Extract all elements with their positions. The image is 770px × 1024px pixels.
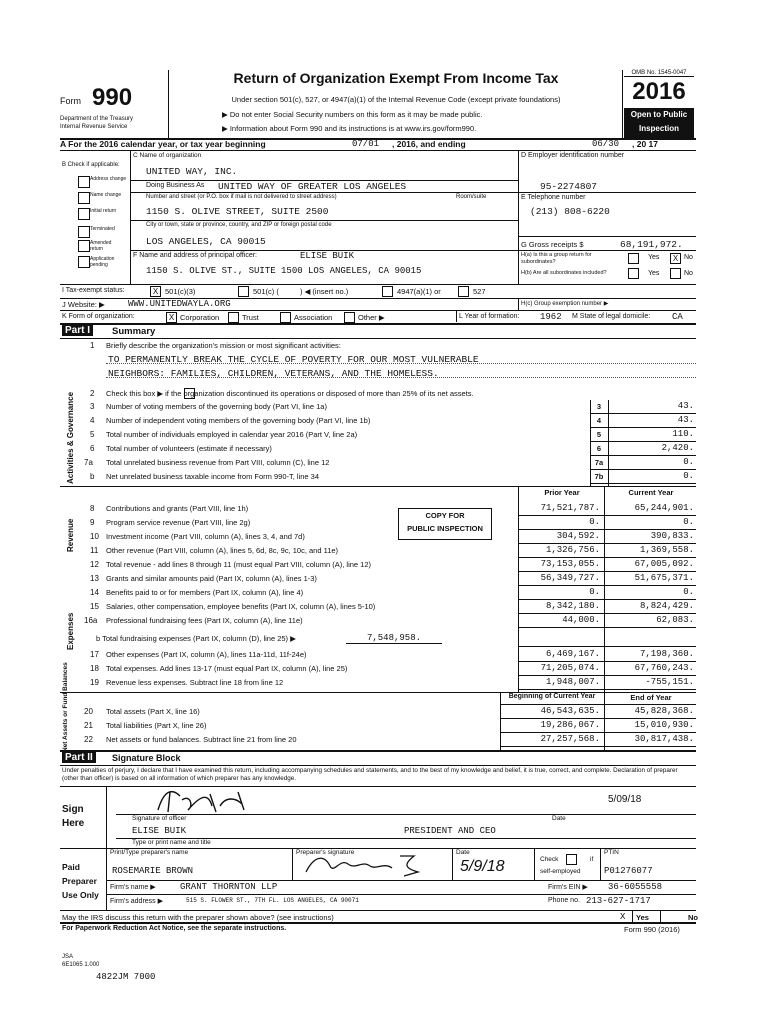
gov-line-num: 5	[90, 430, 95, 439]
rev-current-value[interactable]: 62,083.	[656, 615, 694, 625]
net-top-rule	[500, 704, 696, 705]
net-eoy-value[interactable]: 30,817,438.	[634, 734, 694, 744]
g-label: G Gross receipts $	[521, 240, 584, 249]
line-k-label: K Form of organization:	[62, 313, 135, 320]
prior-year-header: Prior Year	[544, 488, 580, 497]
info-notice: ▶ Information about Form 990 and its instructions is at www.irs.gov/form990.	[222, 124, 477, 133]
part-2-title: Signature Block	[112, 753, 181, 763]
paid-label: Paid	[62, 862, 80, 872]
side-expenses: Expenses	[66, 612, 75, 650]
prep-date-label: Date	[456, 849, 470, 856]
here-label: Here	[62, 818, 85, 829]
state-domicile[interactable]: CA	[672, 312, 683, 322]
boy-header: Beginning of Current Year	[508, 693, 596, 700]
rev-current-value[interactable]: 51,675,371.	[634, 573, 694, 583]
line-1-label: Briefly describe the organization's mission or most significant activities:	[106, 341, 341, 350]
type-name-label: Type or print name and title	[132, 839, 211, 846]
exp-top-rule	[518, 646, 696, 647]
association-checkbox[interactable]	[280, 312, 291, 323]
net-boy-value[interactable]: 19,286,067.	[540, 720, 600, 730]
e-label: E Telephone number	[521, 194, 586, 201]
stamp-line-2: PUBLIC INSPECTION	[407, 524, 483, 533]
gov-line-box: 5	[596, 430, 602, 439]
net-line-num: 22	[84, 735, 93, 744]
penalty-statement: Under penalties of perjury, I declare that I have examined this return, including accompanying schedules and statements, and to the best of my knowledge and belief, it is true, correct, and complete. Declaration of preparer (other than officer) is based on all information of which preparer has any knowledge.	[62, 767, 678, 782]
rev-line-label: Investment income (Part VIII, column (A), lines 3, 4, and 7d)	[106, 532, 305, 541]
b-checkbox-6[interactable]	[78, 256, 90, 268]
dba-value[interactable]: UNITED WAY OF GREATER LOS ANGELES	[218, 181, 407, 192]
hb-no: No	[684, 270, 693, 277]
trust-checkbox[interactable]	[228, 312, 239, 323]
exp-row-rule	[518, 661, 696, 662]
rev-line-num: 9	[90, 518, 95, 527]
city-value[interactable]: LOS ANGELES, CA 90015	[146, 236, 266, 247]
gov-line-value[interactable]: 0.	[683, 457, 694, 467]
self-employed-label: self-employed	[540, 868, 581, 875]
other-label: Other ▶	[358, 313, 385, 322]
gov-line-label: Number of voting members of the governing body (Part VI, line 1a)	[106, 402, 327, 411]
gov-line-label: Net unrelated business taxable income from Form 990-T, line 34	[106, 472, 320, 481]
rev-line-label: Grants and similar amounts paid (Part IX, column (A), lines 1-3)	[106, 574, 317, 583]
f-officer-name[interactable]: ELISE BUIK	[300, 251, 355, 261]
gov-line-label: Total unrelated business revenue from Part VIII, column (C), line 12	[106, 458, 330, 467]
form-word: Form	[60, 96, 81, 106]
firm-phone[interactable]: 213-627-1717	[586, 896, 651, 906]
preparer-date[interactable]: 5/9/18	[460, 858, 505, 875]
b-check-terminated: Terminated	[90, 226, 115, 232]
discuss-question: May the IRS discuss this return with the preparer shown above? (see instructions)	[62, 913, 334, 922]
website-value[interactable]: WWW.UNITEDWAYLA.ORG	[128, 299, 231, 309]
corporation-checkbox[interactable]: X	[166, 312, 177, 323]
dba-label: Doing Business As	[146, 182, 205, 189]
dept-label: Department of the Treasury	[60, 116, 134, 122]
association-label: Association	[294, 313, 333, 322]
exp-prior-value[interactable]: 1,948,007.	[545, 677, 600, 687]
form-number: 990	[92, 84, 133, 111]
form-title: Return of Organization Exempt From Income Tax	[233, 70, 559, 86]
net-eoy-value[interactable]: 45,828,368.	[634, 706, 694, 716]
line-2-num: 2	[90, 389, 95, 398]
exp-line-label: Total expenses. Add lines 13-17 (must equal Part IX, column (A), line 25)	[106, 664, 348, 673]
rev-line-num: 10	[90, 532, 99, 541]
exp-line-num: 17	[90, 650, 99, 659]
stamp-line-1: COPY FOR	[425, 511, 465, 520]
line-a-end[interactable]: 06/30	[592, 139, 620, 149]
b-checkbox-2[interactable]	[78, 192, 90, 204]
line-2-label: Check this box ▶ if the organization discontinued its operations or disposed of more than 25% of its net assets.	[106, 389, 474, 398]
discuss-yes-mark[interactable]: X	[620, 912, 626, 922]
check-label: Check	[540, 856, 559, 863]
gov-row-rule	[590, 469, 696, 470]
sig-label: Signature of officer	[132, 815, 187, 822]
sign-label: Sign	[62, 804, 84, 815]
4947-label: 4947(a)(1) or	[397, 287, 441, 296]
gov-value-border	[608, 400, 609, 486]
rev-current-value[interactable]: 390,833.	[650, 531, 694, 541]
firm-address-label: Firm's address ▶	[110, 898, 164, 905]
rev-prior-value[interactable]: 304,592.	[556, 531, 600, 541]
501c-insert: ) ◀ (insert no.)	[300, 287, 349, 296]
rev-prior-value[interactable]: 71,521,787.	[540, 503, 600, 513]
ha-no-box[interactable]: X	[670, 253, 681, 264]
gov-line-label: Number of independent voting members of the governing body (Part VI, line 1b)	[106, 416, 371, 425]
firm-ein-label: Firm's EIN ▶	[548, 884, 588, 891]
line-j-label: J Website: ▶	[62, 300, 105, 309]
self-employed-checkbox[interactable]	[566, 854, 577, 865]
rev-prior-value[interactable]: 56,349,727.	[540, 573, 600, 583]
501c-checkbox[interactable]	[238, 286, 249, 297]
rev-line-label: Other revenue (Part VIII, column (A), lines 5, 6d, 8c, 9c, 10c, and 11e)	[106, 546, 339, 555]
line-m-label: M State of legal domicile:	[572, 313, 651, 320]
open-line-2: Inspection	[638, 124, 679, 133]
firm-name-label: Firm's name ▶	[110, 884, 156, 891]
gov-line-num: 4	[90, 416, 95, 425]
exp-prior-value[interactable]: 6,469,167.	[545, 649, 600, 659]
preparer-name[interactable]: ROSEMARIE BROWN	[112, 866, 194, 876]
rev-prior-value[interactable]: 8,342,180.	[545, 601, 600, 611]
rev-line-label: Professional fundraising fees (Part IX, column (A), line 11e)	[106, 616, 303, 625]
part-1-title: Summary	[112, 326, 156, 337]
net-boy-value[interactable]: 27,257,568.	[540, 734, 600, 744]
b-checkbox-5[interactable]	[78, 240, 90, 252]
gross-receipts[interactable]: 68,191,972.	[620, 239, 683, 250]
hb-no-box[interactable]	[670, 268, 681, 279]
exp-current-value[interactable]: -755,151.	[645, 677, 694, 687]
gov-line-num: b	[90, 472, 95, 481]
discuss-no: No	[688, 913, 698, 922]
side-revenue: Revenue	[66, 518, 75, 552]
corporation-label: Corporation	[180, 313, 220, 322]
ha-no: No	[684, 254, 693, 261]
b-check-pending: Application pending	[90, 256, 115, 268]
rev-line-label: Benefits paid to or for members (Part IX, column (A), line 4)	[106, 588, 304, 597]
omb-number: OMB No. 1545-0047	[624, 70, 694, 77]
gov-row-rule	[590, 455, 696, 456]
line-a-end-year: , 20 17	[632, 139, 658, 149]
gov-line-box: 4	[596, 416, 602, 425]
rev-prior-value[interactable]: 0.	[589, 517, 600, 527]
exp-line-num: 18	[90, 664, 99, 673]
discuss-yes: Yes	[636, 913, 649, 922]
rev-current-value[interactable]: 0.	[683, 587, 694, 597]
rev-line-num: 11	[90, 546, 99, 555]
rev-current-value[interactable]: 67,005,092.	[634, 559, 694, 569]
gov-line-box: 7b	[594, 472, 604, 481]
net-line-label: Total assets (Part X, line 16)	[106, 707, 200, 716]
exp-current-value[interactable]: 67,760,243.	[634, 663, 694, 673]
f-label: F Name and address of principal officer:	[133, 252, 257, 259]
net-boy-value[interactable]: 46,543,635.	[540, 706, 600, 716]
rev-row-rule	[518, 557, 696, 558]
net-line-num: 21	[84, 721, 93, 730]
501c3-checkbox[interactable]: X	[150, 286, 161, 297]
rev-prior-value[interactable]: 0.	[589, 587, 600, 597]
other-checkbox[interactable]	[344, 312, 355, 323]
side-net-assets: Net Assets or Fund Balances	[62, 662, 69, 752]
open-to-public	[624, 108, 694, 138]
gov-line-value[interactable]: 43.	[677, 415, 694, 425]
street-label: Number and street (or P.O. box if mail is not delivered to street address)	[146, 194, 337, 200]
room-label: Room/suite	[456, 194, 487, 200]
mission-line-1[interactable]: TO PERMANENTLY BREAK THE CYCLE OF POVERTY FOR OUR MOST VULNERABLE	[108, 354, 479, 365]
rev-line-num: 8	[90, 504, 95, 513]
501c3-label: 501(c)(3)	[165, 287, 196, 296]
gov-line-num: 6	[90, 444, 95, 453]
rev-line-num: 16a	[84, 616, 98, 625]
batch-code: 4822JM 7000	[96, 972, 156, 982]
rev-row-rule	[518, 627, 696, 628]
irs-label: Internal Revenue Service	[60, 124, 128, 130]
c-label: C Name of organization	[133, 152, 202, 159]
open-line-1: Open to Public	[630, 110, 688, 119]
line-16b-value[interactable]: 7,548,958.	[346, 633, 442, 644]
rev-row-rule	[518, 585, 696, 586]
rev-row-rule	[518, 515, 696, 516]
ha-label: H(a) Is this a group return for subordinates?	[521, 252, 592, 265]
date-label: Date	[552, 815, 566, 822]
hb-yes-box[interactable]	[628, 268, 639, 279]
line-i-label: I Tax-exempt status:	[62, 287, 125, 294]
b-checkbox-4[interactable]	[78, 226, 90, 238]
rev-prior-value[interactable]: 44,000.	[562, 615, 600, 625]
b-checkbox-3[interactable]	[78, 208, 90, 220]
rev-line-label: Total revenue - add lines 8 through 11 (must equal Part VIII, column (A), line 12)	[106, 560, 371, 569]
net-row-rule	[500, 718, 696, 719]
hb-yes: Yes	[648, 270, 660, 277]
year-of-formation[interactable]: 1962	[540, 312, 562, 322]
gov-row-rule	[590, 427, 696, 428]
rev-row-rule	[518, 599, 696, 600]
gov-line-label: Total number of volunteers (estimate if necessary)	[106, 444, 272, 453]
rev-row-rule	[518, 571, 696, 572]
gov-line-value[interactable]: 43.	[677, 401, 694, 411]
rev-current-value[interactable]: 0.	[683, 517, 694, 527]
org-name[interactable]: UNITED WAY, INC.	[146, 166, 238, 177]
side-activities-governance: Activities & Governance	[66, 391, 75, 484]
gov-line-box: 3	[596, 402, 602, 411]
eoy-header: End of Year	[630, 693, 672, 702]
rev-prior-value[interactable]: 1,326,756.	[545, 545, 600, 555]
form-reference: Form 990 (2016)	[624, 925, 680, 934]
ptin-value[interactable]: P01276077	[604, 866, 653, 876]
officer-signature[interactable]	[150, 786, 260, 816]
527-label: 527	[473, 287, 486, 296]
rev-current-value[interactable]: 8,824,429.	[639, 601, 694, 611]
prep-sig-label: Preparer's signature	[296, 849, 355, 856]
gov-line-value[interactable]: 2,420.	[661, 443, 694, 453]
gov-line-box: 7a	[594, 458, 604, 467]
ein-value[interactable]: 95-2274807	[540, 181, 598, 192]
exp-line-num: 19	[90, 678, 99, 687]
preparer-label: Preparer	[62, 876, 97, 886]
b-check-amended: Amended return	[90, 240, 112, 252]
b-check-address: Address change	[90, 176, 127, 182]
line-1-num: 1	[90, 341, 95, 350]
gov-line-label: Total number of individuals employed in calendar year 2016 (Part V, line 2a)	[106, 430, 358, 439]
exp-prior-value[interactable]: 71,205,074.	[540, 663, 600, 673]
exp-line-label: Revenue less expenses. Subtract line 18 from line 12	[106, 678, 284, 687]
phone-value[interactable]: (213) 808-6220	[530, 206, 610, 217]
part-1-tag: Part I	[62, 325, 93, 336]
b-checkbox-1[interactable]	[78, 176, 90, 188]
copy-for-public-inspection-stamp	[398, 508, 492, 540]
exp-row-rule	[518, 689, 696, 690]
ssn-notice: ▶ Do not enter Social Security numbers on this form as it may be made public.	[222, 110, 483, 119]
firm-name[interactable]: GRANT THORNTON LLP	[180, 882, 278, 892]
net-line-label: Net assets or fund balances. Subtract line 21 from line 20	[106, 735, 297, 744]
part-2-tag: Part II	[62, 752, 96, 763]
city-label: City or town, state or province, country, and ZIP or foreign postal code	[146, 222, 332, 228]
net-row-rule	[500, 746, 696, 747]
if-label: if	[590, 856, 594, 863]
line-a-begin[interactable]: 07/01	[352, 139, 380, 149]
gov-box-border	[590, 400, 591, 486]
ha-yes: Yes	[648, 254, 660, 261]
rev-row-rule	[518, 543, 696, 544]
net-line-label: Total liabilities (Part X, line 26)	[106, 721, 207, 730]
form-subtitle: Under section 501(c), 527, or 4947(a)(1) of the Internal Revenue Code (except private foundations)	[231, 95, 561, 104]
rev-row-rule	[518, 613, 696, 614]
line-2-checkbox[interactable]	[184, 388, 195, 399]
current-year-header: Current Year	[628, 488, 674, 497]
trust-label: Trust	[242, 313, 259, 322]
527-checkbox[interactable]	[458, 286, 469, 297]
rev-line-num: 13	[90, 574, 99, 583]
gov-line-num: 7a	[84, 458, 93, 467]
d-label: D Employer identification number	[521, 152, 625, 159]
rev-prior-value[interactable]: 73,153,055.	[540, 559, 600, 569]
jsa-number: 6E1065 1.000	[62, 962, 100, 968]
tax-year: 2016	[632, 78, 686, 105]
use-only-label: Use Only	[62, 890, 99, 900]
street-value[interactable]: 1150 S. OLIVE STREET, SUITE 2500	[146, 206, 329, 217]
firm-address[interactable]: 515 S. FLOWER ST., 7TH FL. LOS ANGELES, CA 90071	[186, 897, 359, 904]
rev-line-num: 15	[90, 602, 99, 611]
exp-current-value[interactable]: 7,198,360.	[639, 649, 694, 659]
officer-title[interactable]: PRESIDENT AND CEO	[404, 826, 496, 836]
mission-line-2[interactable]: NEIGHBORS: FAMILIES, CHILDREN, VETERANS, AND THE HOMELESS.	[108, 368, 439, 379]
rev-line-label: Contributions and grants (Part VIII, line 1h)	[106, 504, 249, 513]
gov-row-rule	[590, 413, 696, 414]
exp-line-label: Other expenses (Part IX, column (A), lines 11a-11d, 11f-24e)	[106, 650, 307, 659]
4947-checkbox[interactable]	[382, 286, 393, 297]
f-officer-address[interactable]: 1150 S. OLIVE ST., SUITE 1500 LOS ANGELES, CA 90015	[146, 266, 422, 276]
rev-line-num: 14	[90, 588, 99, 597]
phone-label: Phone no.	[548, 897, 580, 904]
line-a-mid: , 2016, and ending	[392, 139, 466, 149]
gov-line-value[interactable]: 0.	[683, 471, 694, 481]
net-row-rule	[500, 732, 696, 733]
gov-row-rule	[590, 483, 696, 484]
check-if-applicable: B Check if applicable:	[62, 162, 120, 168]
net-line-num: 20	[84, 707, 93, 716]
preparer-signature[interactable]	[300, 850, 430, 880]
gov-line-num: 3	[90, 402, 95, 411]
b-check-initial: Initial return	[90, 208, 117, 214]
rev-line-num: 12	[90, 560, 99, 569]
line-16b-label: b Total fundraising expenses (Part IX, column (D), line 25) ▶	[96, 634, 296, 643]
line-a-label: A For the 2016 calendar year, or tax year beginning	[60, 139, 266, 149]
firm-ein[interactable]: 36-6055558	[608, 882, 663, 892]
rev-line-label: Program service revenue (Part VIII, line 2g)	[106, 518, 251, 527]
net-eoy-value[interactable]: 15,010,930.	[634, 720, 694, 730]
gov-line-box: 6	[596, 444, 602, 453]
hc-label: H(c) Group exemption number ▶	[521, 301, 609, 307]
hb-label: H(b) Are all subordinates included?	[521, 270, 607, 276]
rev-row-rule	[518, 529, 696, 530]
rev-current-value[interactable]: 1,369,558.	[639, 545, 694, 555]
ha-yes-box[interactable]	[628, 253, 639, 264]
gov-row-rule	[590, 441, 696, 442]
gov-line-value[interactable]: 110.	[672, 429, 694, 439]
sig-date-value[interactable]: 5/09/18	[608, 794, 642, 805]
b-check-name: Name change	[90, 192, 122, 198]
line-l-label: L Year of formation:	[459, 313, 520, 320]
jsa-code: JSA	[62, 954, 74, 960]
ptin-label: PTIN	[604, 849, 619, 856]
prep-name-label: Print/Type preparer's name	[110, 849, 189, 856]
rev-current-value[interactable]: 65,244,901.	[634, 503, 694, 513]
pra-notice: For Paperwork Reduction Act Notice, see the separate instructions.	[62, 925, 287, 932]
exp-row-rule	[518, 675, 696, 676]
rev-line-label: Salaries, other compensation, employee benefits (Part IX, column (A), lines 5-10)	[106, 602, 376, 611]
officer-name[interactable]: ELISE BUIK	[132, 826, 187, 836]
501c-label: 501(c) (	[253, 287, 279, 296]
